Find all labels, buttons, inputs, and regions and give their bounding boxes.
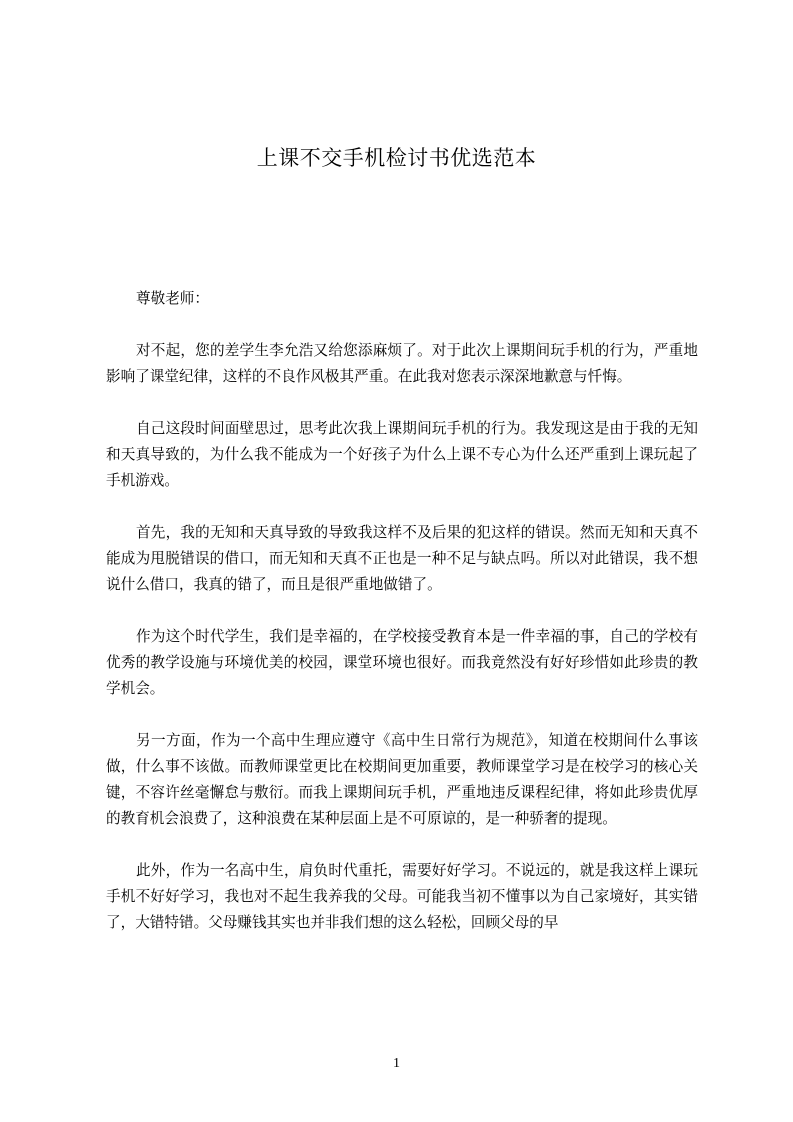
document-title: 上课不交手机检讨书优选范本	[256, 146, 537, 170]
paragraph: 自己这段时间面壁思过，思考此次我上课期间玩手机的行为。我发现这是由于我的无知和天真导致的，为什么我不能成为一个好孩子为什么上课不专心为什么还严重到上课玩起了手机游戏。	[106, 420, 698, 489]
paragraph: 对不起，您的差学生李允浩又给您添麻烦了。对于此次上课期间玩手机的行为，严重地影响了课堂纪律，这样的不良作风极其严重。在此我对您表示深深地歉意与忏悔。	[106, 342, 698, 385]
salutation: 尊敬老师：	[136, 290, 209, 307]
paragraph: 作为这个时代学生，我们是幸福的，在学校接受教育本是一件幸福的事，自己的学校有优秀的教学设施与环境优美的校园，课堂环境也很好。而我竟然没有好好珍惜如此珍贵的教学机会。	[106, 628, 698, 697]
paragraph: 此外，作为一名高中生，肩负时代重托，需要好好学习。不说远的，就是我这样上课玩手机不好好学习，我也对不起生我养我的父母。可能我当初不懂事以为自己家境好，其实错了，大错特错。父母赚钱其实也并非我们想的这么轻松，回顾父母的早	[106, 862, 698, 931]
paragraph: 首先，我的无知和天真导致的导致我这样不及后果的犯这样的错误。然而无知和天真不能成为甩脱错误的借口，而无知和天真不正也是一种不足与缺点吗。所以对此错误，我不想说什么借口，我真的错了，而且是很严重地做错了。	[106, 524, 698, 593]
document-body	[106, 286, 698, 962]
paragraph: 另一方面，作为一个高中生理应遵守《高中生日常行为规范》，知道在校期间什么事该做，什么事不该做。而教师课堂更比在校期间更加重要，教师课堂学习是在校学习的核心关键，不容许丝毫懈怠与敷衍。而我上课期间玩手机，严重地违反课程纪律，将如此珍贵优厚的教育机会浪费了，这种浪费在某种层面上是不可原谅的，是一种骄奢的提现。	[106, 732, 698, 827]
page-number: 1	[393, 1056, 400, 1071]
